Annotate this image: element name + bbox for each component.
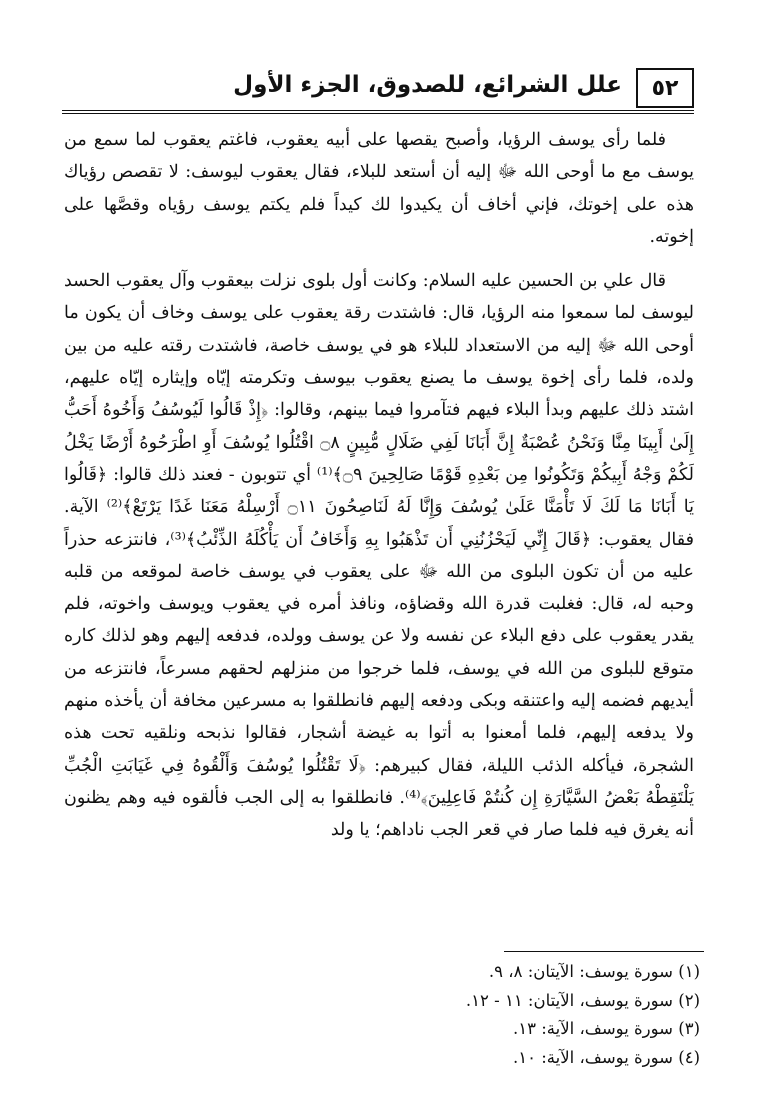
footnote-4: (٤) سورة يوسف، الآية: ١٠.	[512, 1047, 700, 1067]
header-rule	[62, 110, 694, 114]
paragraph-2: قال علي بن الحسين عليه السلام: وكانت أول بلوى نزلت بيعقوب وآل يعقوب الحسد ليوسف لما سمعوا منه الرؤيا، قال: فاشتدت رقة يعقوب على يوسف وخاف أن يكون ما أوحى الله ﷻ إليه من الاستعداد للبلاء هو في يوسف خاصة، فاشتدت رقته عليه من بين ولده، فلما رأى إخوة يوسف ما يصنع يعقوب بيوسف وتكرمته إيّاه وإيثاره إيّاه عليهم، اشتد ذلك عليهم وبدأ البلاء فيهم فتآمروا فيما بينهم، وقالوا: ﴿إِذْ قَالُوا لَيُوسُفُ وَأَخُوهُ أَحَبُّ إِلَىٰ أَبِينَا مِنَّا وَنَحْنُ عُصْبَةٌ إِنَّ أَبَانَا لَفِي ضَلَالٍ مُّبِينٍ ۝٨ اقْتُلُوا يُوسُفَ أَوِ اطْرَحُوهُ أَرْضًا يَخْلُ لَكُمْ وَجْهُ أَبِيكُمْ وَتَكُونُوا مِن بَعْدِهِ قَوْمًا صَالِحِينَ ۝٩﴾⁽¹⁾ أي تتوبون - فعند ذلك قالوا: ﴿قَالُوا يَا أَبَانَا مَا لَكَ لَا تَأْمَنَّا عَلَىٰ يُوسُفَ وَإِنَّا لَهُ لَنَاصِحُونَ ۝١١ أَرْسِلْهُ مَعَنَا غَدًا يَرْتَعْ﴾⁽²⁾ الآية. فقال يعقوب: ﴿قَالَ إِنِّي لَيَحْزُنُنِي أَن تَذْهَبُوا بِهِ وَأَخَافُ أَن يَأْكُلَهُ الذِّئْبُ﴾⁽³⁾، فانتزعه حذراً عليه من أن تكون البلوى من الله ﷻ على يعقوب في يوسف خاصة لموقعه من قلبه وحبه له، قال: فغلبت قدرة الله وقضاؤه، ونافذ أمره في يعقوب ويوسف واخوته، فلم يقدر يعقوب على دفع البلاء عن نفسه ولا عن يوسف وولده، فدفعه إليهم وهو لذلك كاره متوقع للبلوى من الله في يوسف، فلما خرجوا من منزلهم لحقهم مسرعاً، فانتزعه من أيديهم فضمه إليه واعتنقه وبكى ودفعه إليهم فانطلقوا به مسرعين مخافة أن يأخذه منهم ولا يدفعه إليهم، فلما أمعنوا به أتوا به غيضة أشجار، فقالوا نذبحه ونلقيه تحت هذه الشجرة، فيأكله الذئب الليلة، فقال كبيرهم: ﴿لَا تَقْتُلُوا يُوسُفَ وَأَلْقُوهُ فِي غَيَابَتِ الْجُبِّ يَلْتَقِطْهُ بَعْضُ السَّيَّارَةِ إِن كُنتُمْ فَاعِلِينَ﴾⁽⁴⁾. فانطلقوا به إلى الجب فألقوه فيه وهم يظنون أنه يغرق فيه فلما صار في قعر الجب ناداهم؛ يا ولد	[64, 271, 695, 841]
running-title: علل الشرائع، للصدوق، الجزء الأول	[233, 72, 622, 98]
footnote-1: (١) سورة يوسف: الآيتان: ٨، ٩.	[488, 962, 700, 981]
footnote-3: (٣) سورة يوسف، الآية: ١٣.	[512, 1019, 700, 1038]
footnotes	[74, 958, 704, 1072]
footnote-2: (٢) سورة يوسف، الآيتان: ١١ - ١٢.	[465, 990, 700, 1010]
page-header	[62, 60, 694, 114]
body-text	[64, 124, 694, 847]
page-number: ٥٢	[636, 68, 694, 108]
paragraph-1: فلما رأى يوسف الرؤيا، وأصبح يقصها على أبيه يعقوب، فاغتم يعقوب لما سمع من يوسف مع ما أوحى الله ﷻ إليه أن أستعد للبلاء، فقال يعقوب ليوسف: لا تقصص رؤياك هذه على إخوتك، فإني أخاف أن يكيدوا لك كيداً فلم يكتم يوسف رؤياه وقصَّها على إخوته.	[64, 130, 694, 247]
footnote-separator	[504, 951, 704, 952]
